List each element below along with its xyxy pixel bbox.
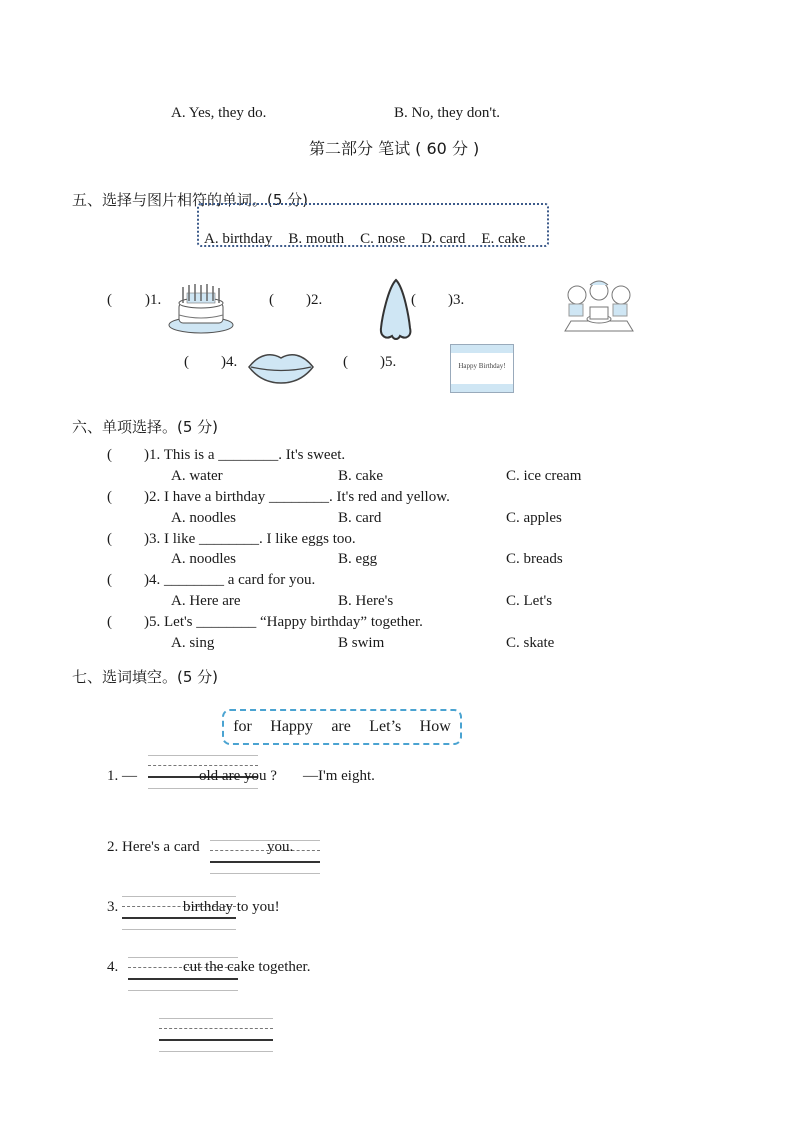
prev-option-a: A. Yes, they do. [171,105,267,121]
answer-paren-3[interactable]: ( [411,292,416,308]
option-b: B. cake [338,468,383,484]
section6-title: 六、单项选择。(5 分) [72,418,219,436]
fill-suffix-2: you. [267,839,294,855]
birthday-cake-image [167,283,235,335]
fill-word: Let’s [369,718,402,735]
option-a: A. noodles [171,551,236,567]
option-b: B. Here's [338,593,394,609]
fill-reply-1: —I'm eight. [303,768,375,784]
writing-guide-2[interactable] [210,840,320,874]
item-number-2: )2. [306,292,323,308]
answer-paren-1[interactable]: ( [107,292,112,308]
word-bank-item: A. birthday [204,231,273,247]
section5-title: 五、选择与图片相符的单词。(5 分) [72,191,309,209]
option-c: C. Let's [506,593,553,609]
answer-paren[interactable]: ( [107,572,112,588]
answer-paren-2[interactable]: ( [269,292,274,308]
prev-option-b: B. No, they don't. [394,105,501,121]
item-number-4: )4. [221,354,238,370]
item-number-5: )5. [380,354,397,370]
question-stem: )3. I like ________. I like eggs too. [144,531,356,547]
word-bank-item: C. nose [360,231,406,247]
answer-paren[interactable]: ( [107,489,112,505]
fill-word: How [419,718,451,735]
item-number-1: )1. [145,292,162,308]
fill-word: Happy [270,718,313,735]
answer-paren[interactable]: ( [107,614,112,630]
section7-title: 七、选词填空。(5 分) [72,668,219,686]
word-bank-item: E. cake [481,231,526,247]
writing-guide-5[interactable] [159,1018,273,1052]
answer-paren[interactable]: ( [107,531,112,547]
fill-suffix-3: birthday to you! [183,899,280,915]
nose-image [378,278,414,342]
fill-suffix-4: cut the cake together. [183,959,311,975]
item-number-3: )3. [448,292,465,308]
fill-word: are [331,718,351,735]
option-a: A. noodles [171,510,236,526]
question-stem: )4. ________ a card for you. [144,572,316,588]
option-c: C. breads [506,551,563,567]
word-bank-item: B. mouth [288,231,345,247]
word-bank [204,231,541,248]
answer-paren-4[interactable]: ( [184,354,189,370]
fill-prefix-1: 1. — [107,768,137,784]
part-title: 第二部分 笔试 ( 60 分 ) [309,139,480,158]
birthday-party-image [563,277,635,335]
fill-suffix-1: old are you ? [199,768,277,784]
option-b: B swim [338,635,385,651]
option-a: A. sing [171,635,215,651]
fill-prefix-4: 4. [107,959,119,975]
fill-prefix-2: 2. Here's a card [107,839,200,855]
option-b: B. card [338,510,382,526]
birthday-card-image [450,344,514,393]
answer-paren-5[interactable]: ( [343,354,348,370]
option-a: A. water [171,468,223,484]
fill-word: for [233,718,252,735]
option-a: A. Here are [171,593,241,609]
question-stem: )2. I have a birthday ________. It's red and yellow. [144,489,450,505]
card-text: Happy Birthday! [458,362,506,370]
question-stem: )5. Let's ________ “Happy birthday” together. [144,614,423,630]
lips-image [247,350,315,384]
question-stem: )1. This is a ________. It's sweet. [144,447,346,463]
option-c: C. skate [506,635,555,651]
option-c: C. ice cream [506,468,582,484]
option-b: B. egg [338,551,378,567]
fill-word-bank [222,709,462,745]
answer-paren[interactable]: ( [107,447,112,463]
option-c: C. apples [506,510,562,526]
word-bank-item: D. card [421,231,466,247]
fill-prefix-3: 3. [107,899,119,915]
